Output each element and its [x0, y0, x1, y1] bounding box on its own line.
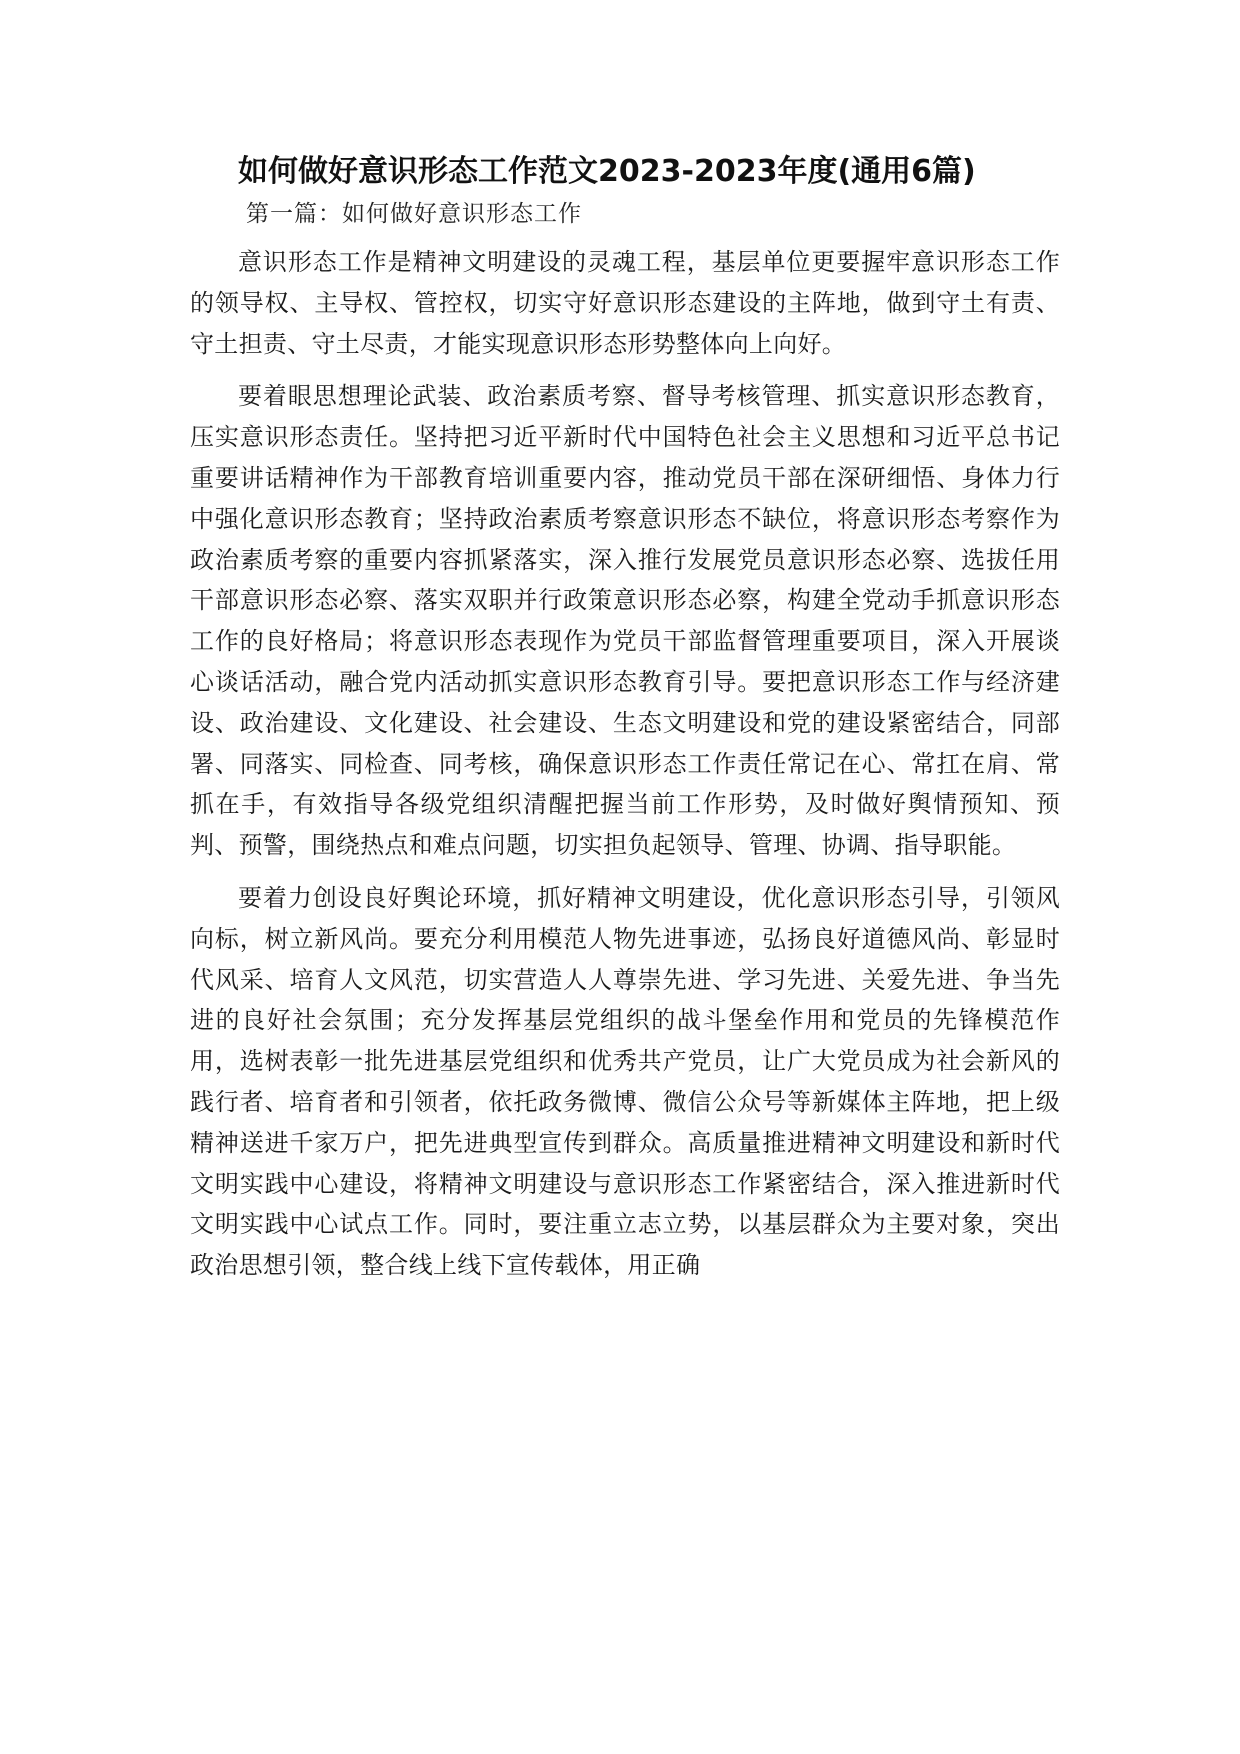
body-text [190, 242, 1060, 1298]
paragraph-2: 要着眼思想理论武装、政治素质考察、督导考核管理、抓实意识形态教育，压实意识形态责任。坚持把习近平新时代中国特色社会主义思想和习近平总书记重要讲话精神作为干部教育培训重要内容，推动党员干部在深研细悟、身体力行中强化意识形态教育；坚持政治素质考察意识形态不缺位，将意识形态考察作为政治素质考察的重要内容抓紧落实，深入推行发展党员意识形态必察、选拔任用干部意识形态必察、落实双职并行政策意识形态必察，构建全党动手抓意识形态工作的良好格局；将意识形态表现作为党员干部监督管理重要项目，深入开展谈心谈话活动，融合党内活动抓实意识形态教育引导。要把意识形态工作与经济建设、政治建设、文化建设、社会建设、生态文明建设和党的建设紧密结合，同部署、同落实、同检查、同考核，确保意识形态工作责任常记在心、常扛在肩、常抓在手，有效指导各级党组织清醒把握当前工作形势，及时做好舆情预知、预判、预警，围绕热点和难点问题，切实担负起领导、管理、协调、指导职能。 [190, 382, 1060, 860]
section-heading: 第一篇：如何做好意识形态工作 [246, 201, 582, 227]
paragraph-3: 要着力创设良好舆论环境，抓好精神文明建设，优化意识形态引导，引领风向标，树立新风尚。要充分利用模范人物先进事迹，弘扬良好道德风尚、彰显时代风采、培育人文风范，切实营造人人尊崇先进、学习先进、关爱先进、争当先进的良好社会氛围；充分发挥基层党组织的战斗堡垒作用和党员的先锋模范作用，选树表彰一批先进基层党组织和优秀共产党员，让广大党员成为社会新风的践行者、培育者和引领者，依托政务微博、微信公众号等新媒体主阵地，把上级精神送进千家万户，把先进典型宣传到群众。高质量推进精神文明建设和新时代文明实践中心建设，将精神文明建设与意识形态工作紧密结合，深入推进新时代文明实践中心试点工作。同时，要注重立志立势，以基层群众为主要对象，突出政治思想引领，整合线上线下宣传载体，用正确 [190, 883, 1060, 1280]
document-title: 如何做好意识形态工作范文2023-2023年度(通用6篇) [238, 154, 976, 189]
paragraph-1: 意识形态工作是精神文明建设的灵魂工程，基层单位更要握牢意识形态工作的领导权、主导权、管控权，切实守好意识形态建设的主阵地，做到守土有责、守土担责、守土尽责，才能实现意识形态形势整体向上向好。 [190, 248, 1060, 358]
